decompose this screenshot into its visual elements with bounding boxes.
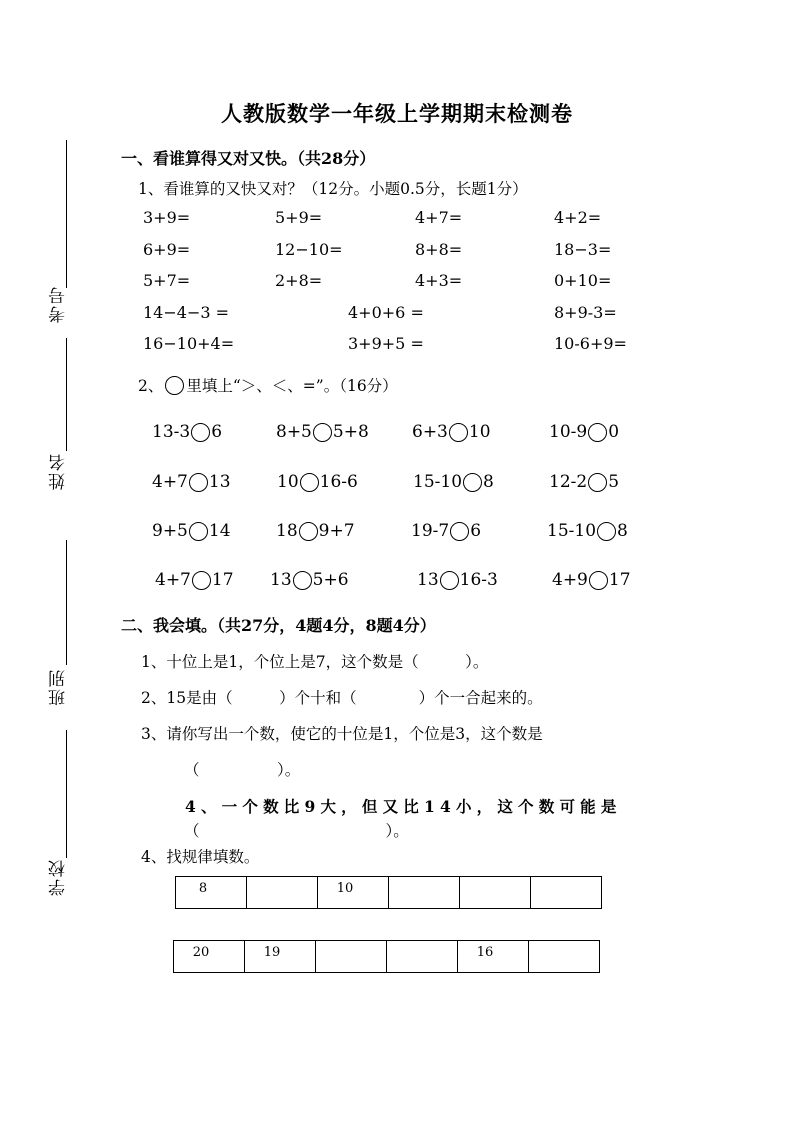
compare-item xyxy=(552,570,631,590)
compare-item xyxy=(152,472,231,492)
equation[interactable]: 10-6+9= xyxy=(554,334,627,353)
compare-circle[interactable] xyxy=(189,473,208,492)
pattern-cell[interactable] xyxy=(460,877,531,909)
compare-item xyxy=(549,422,619,442)
compare-item xyxy=(411,521,481,541)
compare-left: 10 xyxy=(277,472,299,492)
class-line[interactable] xyxy=(66,730,67,858)
equation[interactable]: 18−3= xyxy=(554,240,612,259)
equation[interactable]: 8+9-3= xyxy=(554,303,617,322)
compare-left: 10-9 xyxy=(549,422,588,442)
equation[interactable]: 4+2= xyxy=(554,208,602,227)
pattern-cell[interactable]: 19 xyxy=(245,941,316,973)
fill-question-2[interactable]: 2、15是由（ ）个十和（ ）个一合起来的。 xyxy=(141,689,543,707)
compare-circle[interactable] xyxy=(191,423,210,442)
compare-item xyxy=(270,570,349,590)
pattern-cell[interactable] xyxy=(387,941,458,973)
equation[interactable]: 4+3= xyxy=(415,271,463,290)
name-line[interactable] xyxy=(66,540,67,665)
equation[interactable]: 2+8= xyxy=(275,271,323,290)
fill-question-3[interactable]: 3、请你写出一个数，使它的十位是1，个位是3，这个数是 xyxy=(141,725,543,743)
compare-right: 5 xyxy=(608,472,620,492)
pattern-cell[interactable] xyxy=(389,877,460,909)
compare-item xyxy=(152,521,231,541)
compare-left: 19-7 xyxy=(411,521,450,541)
compare-item xyxy=(155,570,234,590)
compare-circle[interactable] xyxy=(463,473,482,492)
class-label: 班别 xyxy=(49,668,69,706)
equation[interactable]: 0+10= xyxy=(554,271,612,290)
compare-circle[interactable] xyxy=(299,522,318,541)
compare-item xyxy=(549,472,619,492)
compare-circle[interactable] xyxy=(440,571,459,590)
equation[interactable]: 8+8= xyxy=(415,240,463,259)
q2-prompt xyxy=(138,374,398,396)
compare-right: 0 xyxy=(608,422,620,442)
compare-right: 17 xyxy=(211,570,234,590)
compare-circle[interactable] xyxy=(189,522,208,541)
compare-right: 14 xyxy=(208,521,231,541)
section2-heading: 二、我会填。（共27分，4题4分，8题4分） xyxy=(121,616,436,635)
compare-right: 16-6 xyxy=(319,472,358,492)
compare-item xyxy=(413,472,494,492)
compare-left: 4+7 xyxy=(152,472,188,492)
compare-left: 13-3 xyxy=(152,422,191,442)
pattern-cell[interactable]: 20 xyxy=(174,941,245,973)
section1-heading: 一、看谁算得又对又快。（共28分） xyxy=(121,149,376,168)
circle-icon xyxy=(165,376,184,395)
compare-right: 17 xyxy=(608,570,631,590)
pattern-table-2 xyxy=(173,940,600,973)
compare-item xyxy=(152,422,222,442)
compare-right: 5+6 xyxy=(312,570,349,590)
compare-circle[interactable] xyxy=(588,473,607,492)
compare-right: 16-3 xyxy=(459,570,498,590)
compare-left: 12-2 xyxy=(549,472,588,492)
equation[interactable]: 3+9+5 = xyxy=(348,334,424,353)
compare-right: 6 xyxy=(211,422,223,442)
equation[interactable]: 16−10+4= xyxy=(143,334,235,353)
equation[interactable]: 12−10= xyxy=(275,240,343,259)
compare-right: 5+8 xyxy=(332,422,369,442)
q2-prompt-text: 里填上“＞、＜、=”。（16分） xyxy=(186,377,398,395)
compare-circle[interactable] xyxy=(450,522,469,541)
pattern-cell[interactable]: 10 xyxy=(318,877,389,909)
compare-right: 13 xyxy=(208,472,231,492)
exam-number-line[interactable] xyxy=(66,338,67,451)
pattern-cell[interactable] xyxy=(529,941,600,973)
compare-circle[interactable] xyxy=(597,522,616,541)
compare-left: 15-10 xyxy=(413,472,463,492)
pattern-cell[interactable] xyxy=(247,877,318,909)
compare-circle[interactable] xyxy=(588,423,607,442)
name-label: 姓名 xyxy=(49,452,69,490)
compare-left: 13 xyxy=(270,570,292,590)
fill-question-4-blank[interactable]: （ ）。 xyxy=(184,822,409,840)
equation[interactable]: 14−4−3 = xyxy=(143,303,230,322)
compare-item xyxy=(417,570,498,590)
equation[interactable]: 4+7= xyxy=(415,208,463,227)
compare-left: 8+5 xyxy=(276,422,312,442)
exam-number-label: 考号 xyxy=(49,285,69,323)
compare-circle[interactable] xyxy=(449,423,468,442)
school-label: 学校 xyxy=(49,858,69,896)
compare-left: 4+9 xyxy=(552,570,588,590)
pattern-cell[interactable] xyxy=(316,941,387,973)
compare-item xyxy=(276,521,355,541)
pattern-cell[interactable] xyxy=(531,877,602,909)
compare-right: 6 xyxy=(470,521,482,541)
compare-left: 18 xyxy=(276,521,298,541)
fill-question-3-blank[interactable]: （ ）。 xyxy=(184,761,301,779)
compare-right: 9+7 xyxy=(318,521,355,541)
compare-left: 6+3 xyxy=(412,422,448,442)
pattern-cell[interactable]: 8 xyxy=(176,877,247,909)
equation[interactable]: 6+9= xyxy=(143,240,191,259)
compare-circle[interactable] xyxy=(300,473,319,492)
compare-item xyxy=(412,422,491,442)
side-line-1 xyxy=(66,140,67,288)
pattern-table-1 xyxy=(175,876,602,909)
equation[interactable]: 5+7= xyxy=(143,271,191,290)
fill-question-4[interactable]: 4、一个数比9大，但又比14小，这个数可能是 xyxy=(185,797,622,816)
compare-circle[interactable] xyxy=(589,571,608,590)
compare-left: 13 xyxy=(417,570,439,590)
q1-prompt: 1、看谁算的又快又对？（12分。小题0.5分，长题1分） xyxy=(138,180,528,198)
equation[interactable]: 5+9= xyxy=(275,208,323,227)
page-title: 人教版数学一年级上学期期末检测卷 xyxy=(221,101,573,126)
compare-item xyxy=(547,521,628,541)
compare-item xyxy=(277,472,358,492)
compare-circle[interactable] xyxy=(192,571,211,590)
pattern-question: 4、找规律填数。 xyxy=(141,848,260,866)
compare-item xyxy=(276,422,369,442)
compare-circle[interactable] xyxy=(293,571,312,590)
equation[interactable]: 4+0+6 = xyxy=(348,303,424,322)
q2-prompt-prefix: 2、 xyxy=(138,377,164,395)
compare-right: 10 xyxy=(468,422,491,442)
compare-right: 8 xyxy=(617,521,628,541)
compare-left: 9+5 xyxy=(152,521,188,541)
compare-circle[interactable] xyxy=(313,423,332,442)
compare-left: 4+7 xyxy=(155,570,191,590)
equation[interactable]: 3+9= xyxy=(143,208,191,227)
compare-left: 15-10 xyxy=(547,521,597,541)
pattern-cell[interactable]: 16 xyxy=(458,941,529,973)
compare-right: 8 xyxy=(483,472,494,492)
fill-question-1[interactable]: 1、十位上是1，个位上是7，这个数是（ ）。 xyxy=(141,653,489,671)
